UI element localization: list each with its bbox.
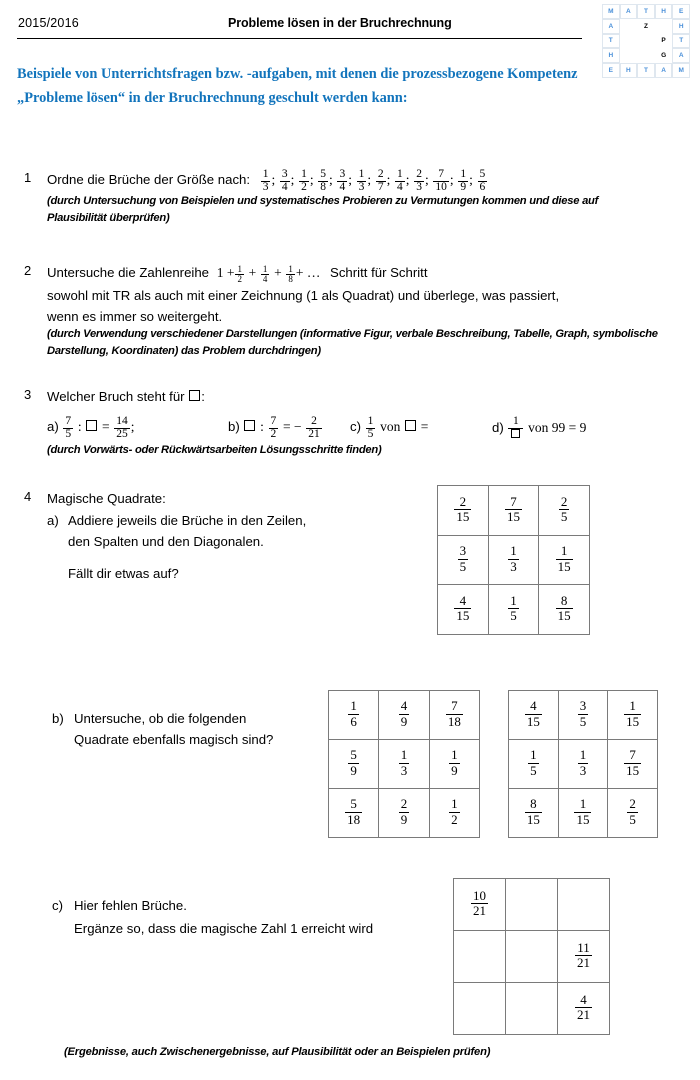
cell[interactable]: $\frac{1}{15}$	[608, 691, 658, 740]
task-2-line-1-tail: Schritt für Schritt	[330, 265, 428, 280]
fraction: $\frac{5}{8}$	[320, 168, 327, 193]
task-1-hint: (durch Untersuchung von Beispielen und systematisches Probieren zu Vermutungen kommen und diese auf Plausibilität überprüfen)	[47, 195, 599, 224]
task-1-prompt-text: Ordne die Brüche der Größe nach:	[47, 172, 251, 187]
cell[interactable]: $\frac{2}{5}$	[539, 486, 590, 536]
intro-heading: Beispiele von Unterrichtsfragen bzw. -aufgaben, mit denen die prozessbezogene Kompetenz „Probleme lösen“ in der Bruchrechnung geschult werden kann:	[17, 66, 578, 106]
logo-letter: E	[672, 4, 690, 19]
task-4c-line-2: Ergänze so, dass die magische Zahl 1 erreicht wird	[74, 921, 374, 936]
task-4b-label: b)	[52, 711, 64, 726]
placeholder-box-icon	[189, 390, 200, 401]
task-3-item-a-end: ;	[130, 419, 135, 434]
logo-letter: H	[620, 63, 638, 78]
table-row	[438, 535, 590, 585]
table-row	[329, 789, 480, 838]
cell[interactable]: $\frac{1}{5}$	[509, 740, 559, 789]
cell[interactable]: $\frac{1}{3}$	[488, 535, 539, 585]
cell[interactable]: $\frac{1}{15}$	[539, 535, 590, 585]
fraction: $\frac{7}{10}$	[435, 168, 447, 193]
task-3-item-a	[47, 416, 135, 441]
task-4a-label: a)	[47, 513, 59, 528]
table-row	[509, 740, 658, 789]
logo-inner-letter-g: G	[661, 52, 667, 60]
logo-letter: M	[672, 63, 690, 78]
cell[interactable]: $\frac{2}{15}$	[438, 486, 489, 536]
placeholder-box-icon	[511, 429, 520, 438]
task-4c-label: c)	[52, 898, 63, 913]
magic-square-a	[437, 485, 590, 635]
fraction: $\frac{5}{6}$	[479, 168, 486, 193]
cell[interactable]: $\frac{7}{15}$	[488, 486, 539, 536]
cell[interactable]: $\frac{1}{2}$	[429, 789, 479, 838]
table-row	[454, 983, 610, 1035]
task-4a-line-3: Fällt dir etwas auf?	[68, 566, 179, 581]
task-2-line-2: sowohl mit TR als auch mit einer Zeichnung (1 als Quadrat) und überlege, was passiert,	[47, 288, 560, 303]
magic-square-c	[453, 878, 610, 1035]
task-3-item-a-eq: =	[101, 419, 110, 434]
logo-blank	[620, 34, 638, 49]
logo-blank	[620, 48, 638, 63]
header-divider	[17, 38, 582, 39]
table-row	[454, 931, 610, 983]
logo-letter: T	[637, 63, 655, 78]
cell[interactable]: $\frac{2}{9}$	[379, 789, 429, 838]
cell[interactable]: $\frac{4}{21}$	[558, 983, 610, 1035]
logo-blank	[637, 48, 655, 63]
cell[interactable]: $\frac{5}{18}$	[329, 789, 379, 838]
mathe-zpg-logo	[602, 4, 690, 78]
task-4b-line-1: Untersuche, ob die folgenden	[74, 711, 247, 726]
logo-inner-letter-z: Z	[644, 22, 648, 30]
cell[interactable]: $\frac{1}{6}$	[329, 691, 379, 740]
table-row	[509, 691, 658, 740]
task-4b-line-2: Quadrate ebenfalls magisch sind?	[74, 732, 274, 747]
logo-letter: E	[602, 63, 620, 78]
fraction: $\frac{14}{25}$	[116, 415, 128, 440]
table-row	[329, 740, 480, 789]
cell[interactable]: $\frac{1}{3}$	[379, 740, 429, 789]
logo-letter: T	[637, 4, 655, 19]
fraction: $\frac{1}{5}$	[367, 415, 374, 440]
task-2-series-end: + …	[295, 265, 321, 280]
cell[interactable]: $\frac{7}{15}$	[608, 740, 658, 789]
task-2-series-start: 1 +	[216, 265, 235, 280]
task-4c-line-1: Hier fehlen Brüche.	[74, 898, 187, 913]
table-row	[509, 789, 658, 838]
cell-empty[interactable]	[454, 931, 506, 983]
table-row	[438, 486, 590, 536]
header-year: 2015/2016	[18, 16, 79, 30]
fraction: $\frac{1}{2}$	[237, 263, 242, 285]
logo-letter: A	[602, 19, 620, 34]
task-1-prompt	[47, 169, 687, 194]
task-2-line-1	[47, 262, 687, 284]
logo-letter: T	[602, 34, 620, 49]
task-3-item-c	[350, 416, 428, 441]
logo-letter: A	[620, 4, 638, 19]
placeholder-box-icon	[405, 420, 416, 431]
task-3-item-b-eq: = −	[282, 419, 302, 434]
fraction: $\frac{7}{5}$	[65, 415, 72, 440]
task-2-intro-text: Untersuche die Zahlenreihe	[47, 265, 210, 280]
task-4-title: Magische Quadrate:	[47, 491, 166, 506]
task-3-prompt-text: Welcher Bruch steht für	[47, 389, 185, 404]
cell[interactable]: $\frac{1}{9}$	[429, 740, 479, 789]
cell[interactable]: $\frac{4}{9}$	[379, 691, 429, 740]
fraction: $\frac{3}{4}$	[281, 168, 288, 193]
task-3-item-d-label: d)	[492, 419, 504, 435]
cell-empty[interactable]	[506, 879, 558, 931]
fraction: $\frac{1}{3}$	[262, 168, 269, 193]
fraction: $\frac{7}{2}$	[270, 415, 277, 440]
task-3-item-c-von: von	[380, 419, 401, 434]
task-1-number: 1	[24, 170, 32, 185]
cell[interactable]: $\frac{4}{15}$	[438, 585, 489, 635]
logo-letter: A	[655, 63, 673, 78]
task-3-item-d-text: von 99 = 9	[528, 419, 587, 435]
logo-letter: H	[655, 4, 673, 19]
logo-letter: A	[672, 48, 690, 63]
task-3-item-b-label: b)	[228, 419, 240, 434]
fraction: $\frac{2}{3}$	[416, 168, 422, 193]
task-1-fraction-list: $\frac{1}{3}$ ; $\frac{3}{4}$ ; $\frac{1}{2}$ ; $\frac{5}{8}$ ; $\frac{3}{4}$ ; $\frac{1}{3}$ ; $\frac{2}{7}$ ; $\frac{1}{4}$ ; $\frac{2}{3}$ ; $\frac{7}{10}$ ; $\frac{1}{9}$ ; $\frac{5}{6}$	[262, 168, 486, 193]
fraction: $\frac{1}{3}$	[358, 168, 365, 193]
cell[interactable]: $\frac{1}{5}$	[488, 585, 539, 635]
logo-letter: T	[672, 34, 690, 49]
magic-square-b-left	[328, 690, 480, 838]
cell[interactable]: $\frac{3}{5}$	[438, 535, 489, 585]
task-4-number: 4	[24, 489, 32, 504]
logo-inner-letter-p: P	[661, 37, 666, 45]
task-3-item-c-label: c)	[350, 419, 361, 434]
footer-note: (Ergebnisse, auch Zwischenergebnisse, auf Plausibilität oder an Beispielen prüfen)	[64, 1046, 491, 1058]
fraction-with-box: 1	[508, 416, 523, 441]
task-3-item-b-op: :	[260, 419, 264, 434]
task-2-hint: (durch Verwendung verschiedener Darstellungen (informative Figur, verbale Beschreibung, Tabelle, Graph, symbolische Darstellung, Koordinaten) das Problem durchdringen)	[47, 328, 658, 357]
cell[interactable]: $\frac{8}{15}$	[509, 789, 559, 838]
task-2-line-3: wenn es immer so weitergeht.	[47, 309, 223, 324]
placeholder-box-icon	[244, 420, 255, 431]
page-header	[0, 0, 700, 52]
cell[interactable]: $\frac{3}{5}$	[558, 691, 608, 740]
task-3-prompt	[47, 386, 687, 407]
task-2-series: 1 + $\frac{1}{2}$ + $\frac{1}{4}$ + $\frac{1}{8}$ + …	[216, 263, 321, 285]
fraction: $\frac{3}{4}$	[339, 168, 346, 193]
logo-letter: M	[602, 4, 620, 19]
logo-letter: H	[672, 19, 690, 34]
cell[interactable]: $\frac{1}{15}$	[558, 789, 608, 838]
task-3-item-a-label: a)	[47, 419, 59, 434]
task-3-prompt-colon: :	[201, 389, 205, 404]
magic-square-b-right	[508, 690, 658, 838]
fraction: $\frac{2}{7}$	[377, 168, 384, 193]
cell[interactable]: $\frac{2}{5}$	[608, 789, 658, 838]
task-3-item-a-op: :	[77, 419, 82, 434]
task-3-item-c-eq: =	[420, 419, 429, 434]
task-2-number: 2	[24, 263, 32, 278]
cell[interactable]: $\frac{11}{21}$	[558, 931, 610, 983]
cell-empty[interactable]	[454, 983, 506, 1035]
table-row	[438, 585, 590, 635]
task-3-item-b	[228, 416, 323, 441]
fraction: $\frac{1}{2}$	[301, 168, 307, 193]
table-row	[454, 879, 610, 931]
logo-letter: H	[602, 48, 620, 63]
task-4a-line-2: den Spalten und den Diagonalen.	[68, 534, 264, 549]
task-3-item-d	[492, 416, 586, 441]
task-3-number: 3	[24, 387, 32, 402]
logo-blank	[620, 19, 638, 34]
cell-empty[interactable]	[506, 931, 558, 983]
cell[interactable]: $\frac{5}{9}$	[329, 740, 379, 789]
cell[interactable]: $\frac{7}{18}$	[429, 691, 479, 740]
cell[interactable]: $\frac{4}{15}$	[509, 691, 559, 740]
cell[interactable]: $\frac{8}{15}$	[539, 585, 590, 635]
task-4a-line-1: Addiere jeweils die Brüche in den Zeilen,	[68, 513, 307, 528]
cell[interactable]: $\frac{10}{21}$	[454, 879, 506, 931]
cell-empty[interactable]	[506, 983, 558, 1035]
placeholder-box-icon	[86, 420, 97, 431]
cell[interactable]: $\frac{1}{3}$	[558, 740, 608, 789]
header-title: Probleme lösen in der Bruchrechnung	[228, 16, 452, 30]
task-3-hint: (durch Vorwärts- oder Rückwärtsarbeiten Lösungsschritte finden)	[47, 444, 382, 456]
fraction: $\frac{1}{9}$	[460, 168, 467, 193]
table-row	[329, 691, 480, 740]
cell-empty[interactable]	[558, 879, 610, 931]
fraction: $\frac{1}{4}$	[397, 168, 403, 193]
fraction: $\frac{1}{4}$	[262, 263, 268, 285]
logo-blank	[637, 34, 655, 49]
fraction: $\frac{2}{21}$	[308, 415, 320, 440]
fraction: $\frac{1}{8}$	[288, 263, 293, 285]
logo-blank	[655, 19, 673, 34]
